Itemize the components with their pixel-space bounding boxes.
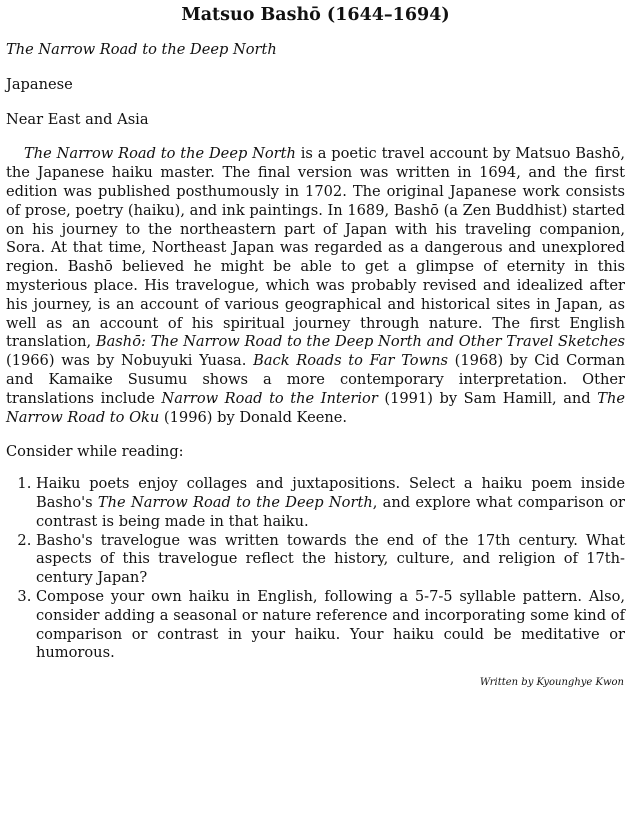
intro-translation-title-2: Back Roads to Far Towns (253, 352, 448, 370)
question-item-1 (36, 475, 625, 531)
intro-text-1: is a poetic travel account by Matsuo Bashō, the Japanese haiku master. The final version was written in 1694, and the first edition was published posthumously in 1702. The original Japanese work consists of prose, poetry (haiku), and ink paintings. In 1689, Bashō (a Zen Buddhist) started on his journey to the northeastern part of Japan with his traveling companion, Sora. At that time, Northeast Japan was regarded as a dangerous and unexplored region. Bashō believed he might be able to get a glimpse of eternity in this mysterious place. His travelogue, which was probably revised and idealized after his journey, is an account of various geographical and historical sites in Japan, as well as an account of his spiritual journey through nature. The first English translation, (6, 145, 625, 351)
question-list (6, 475, 625, 663)
intro-paragraph (6, 145, 625, 427)
question-item-2: 2. Basho's travelogue was written towards the end of the 17th century. What aspects of this travelogue reflect the history, culture, and religion of 17th-century Japan? (36, 532, 625, 588)
intro-text-3: (1968) by Cid Corman and Kamaike Susumu shows a more contemporary interpretation. Other translations include (6, 352, 625, 407)
question-1-work-title: The Narrow Road to the Deep North (97, 493, 373, 511)
author-credit: Written by Kyounghye Kwon (479, 677, 624, 689)
work-title (6, 41, 625, 60)
language-label: Japanese (6, 75, 73, 93)
intro-translation-title-4: The Narrow Road to Oku (6, 389, 625, 426)
question-item-3: 3. Compose your own haiku in English, following a 5-7-5 syllable pattern. Also, consider adding a seasonal or nature reference and incorporating some kind of comparison or contrast in your haiku. Your haiku could be meditative or humorous. (36, 588, 625, 663)
intro-translation-title-1: Bashō: The Narrow Road to the Deep North and Other Travel Sketches (95, 333, 625, 351)
work-title-text: The Narrow Road to the Deep North (6, 41, 277, 58)
intro-translation-title-3: Narrow Road to the Interior (161, 389, 378, 407)
page-title: Matsuo Bashō (1644–1694) (181, 5, 450, 25)
intro-text-2: (1966) was by Nobuyuki Yuasa. (6, 352, 254, 370)
question-1-text-a: Haiku poets enjoy collages and juxtapositions. Select a haiku poem inside Basho's (36, 475, 625, 511)
question-1-text-b: , and explore what comparison or contrast is being made in that haiku. (36, 493, 625, 530)
consider-heading: Consider while reading: (6, 443, 184, 461)
intro-work-title: The Narrow Road to the Deep North (24, 145, 296, 163)
region-label: Near East and Asia (6, 110, 149, 128)
intro-text-4: (1991) by Sam Hamill, and (377, 389, 598, 407)
document-page (6, 4, 625, 699)
intro-text-5: (1996) by Donald Keene. (159, 408, 348, 426)
